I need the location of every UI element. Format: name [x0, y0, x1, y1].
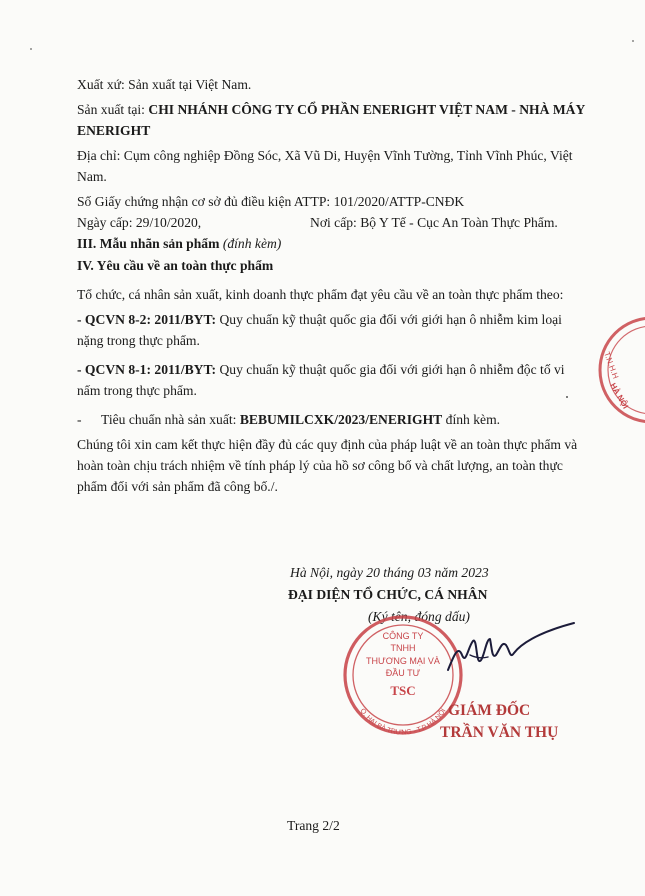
- section-4-title: IV. Yêu cầu về an toàn thực phẩm: [77, 257, 274, 273]
- seal-ring-text: [358, 707, 447, 736]
- scan-speck: [632, 40, 634, 42]
- standard-code: BEBUMILCXK/2023/ENERIGHT: [239, 411, 443, 427]
- intro-paragraph: Tổ chức, cá nhân sản xuất, kinh doanh thực phẩm đạt yêu cầu về an toàn thực phẩm theo:: [77, 286, 564, 302]
- standard-prefix: Tiêu chuẩn nhà sản xuất:: [101, 411, 237, 427]
- producer-line: [77, 99, 587, 141]
- section-3-note: (đính kèm): [222, 236, 282, 252]
- certificate-line: Số Giấy chứng nhận cơ sở đủ điều kiện ATTP: 101/2020/ATTP-CNĐK: [77, 194, 465, 210]
- seal-line-2: TNHH: [390, 643, 416, 653]
- scan-speck: [30, 48, 32, 50]
- seal-ring-path: Q. HAI BÀ TRƯNG - T.P HÀ NỘI: [358, 707, 448, 737]
- regulation-code: - QCVN 8-2: 2011/BYT:: [77, 311, 217, 327]
- section-3-title: III. Mẫu nhãn sản phẩm: [77, 236, 220, 252]
- regulation-item: [77, 309, 587, 351]
- signature-date: Hà Nội, ngày 20 tháng 03 năm 2023: [290, 565, 489, 580]
- director-name: TRẦN VĂN THỤ: [440, 724, 559, 742]
- commitment-paragraph: Chúng tôi xin cam kết thực hiện đầy đủ các quy định của pháp luật về an toàn thực phẩm và hoàn toàn chịu trách nhiệm về tính pháp lý của hồ sơ công bố và chất lượng, an toàn thực phẩm đối với sản phẩm đã công bố./.: [77, 436, 578, 495]
- svg-text:T.N.H.H: T.N.H.H: [602, 350, 621, 380]
- page-number: Trang 2/2: [287, 818, 340, 833]
- origin-line: Xuất xứ: Sản xuất tại Việt Nam.: [77, 77, 252, 92]
- seal-line-1: CÔNG TY: [382, 631, 424, 641]
- director-signoff: [440, 700, 600, 745]
- issue-place: Nơi cấp: Bộ Y Tế - Cục An Toàn Thực Phẩm.: [310, 215, 558, 231]
- standard-line: [77, 409, 587, 430]
- document-body: [77, 74, 587, 497]
- seal-line-4: ĐẦU TƯ: [385, 668, 421, 678]
- regulation-text: Quy chuẩn kỹ thuật quốc gia đối với giới hạn ô nhiễm độc tố vi nấm trong thực phẩm.: [77, 361, 565, 398]
- seal-line-5: TSC: [390, 683, 416, 698]
- issue-row: [77, 212, 587, 233]
- section-4-heading: [77, 255, 587, 276]
- regulation-text: Quy chuẩn kỹ thuật quốc gia đối với giới hạn ô nhiễm kim loại nặng trong thực phẩm.: [77, 311, 562, 348]
- issue-date: Ngày cấp: 29/10/2020,: [77, 215, 202, 231]
- producer-name: CHI NHÁNH CÔNG TY CỔ PHẦN ENERIGHT VIỆT NAM - NHÀ MÁY ENERIGHT: [77, 102, 585, 139]
- regulation-code: - QCVN 8-1: 2011/BYT:: [77, 361, 217, 377]
- producer-label: Sản xuất tại:: [77, 102, 145, 118]
- dash-bullet: -: [77, 411, 82, 427]
- partial-seal: [590, 315, 645, 425]
- regulation-item: [77, 359, 587, 401]
- director-title: GIÁM ĐỐC: [448, 702, 531, 719]
- address-line: Địa chỉ: Cụm công nghiệp Đồng Sóc, Xã Vũ Di, Huyện Vĩnh Tường, Tỉnh Vĩnh Phúc, Việt Nam.: [77, 148, 573, 185]
- sign-instruction: (Ký tên, đóng dấu): [368, 608, 470, 624]
- handwritten-signature: [440, 615, 580, 685]
- standard-suffix: đính kèm.: [445, 411, 501, 427]
- representative-title: ĐẠI DIỆN TỔ CHỨC, CÁ NHÂN: [288, 586, 488, 602]
- seal-line-3: THƯƠNG MẠI VÀ: [366, 656, 440, 666]
- section-3-heading: [77, 233, 587, 254]
- svg-text:HÀ NỘI: HÀ NỘI: [608, 381, 631, 411]
